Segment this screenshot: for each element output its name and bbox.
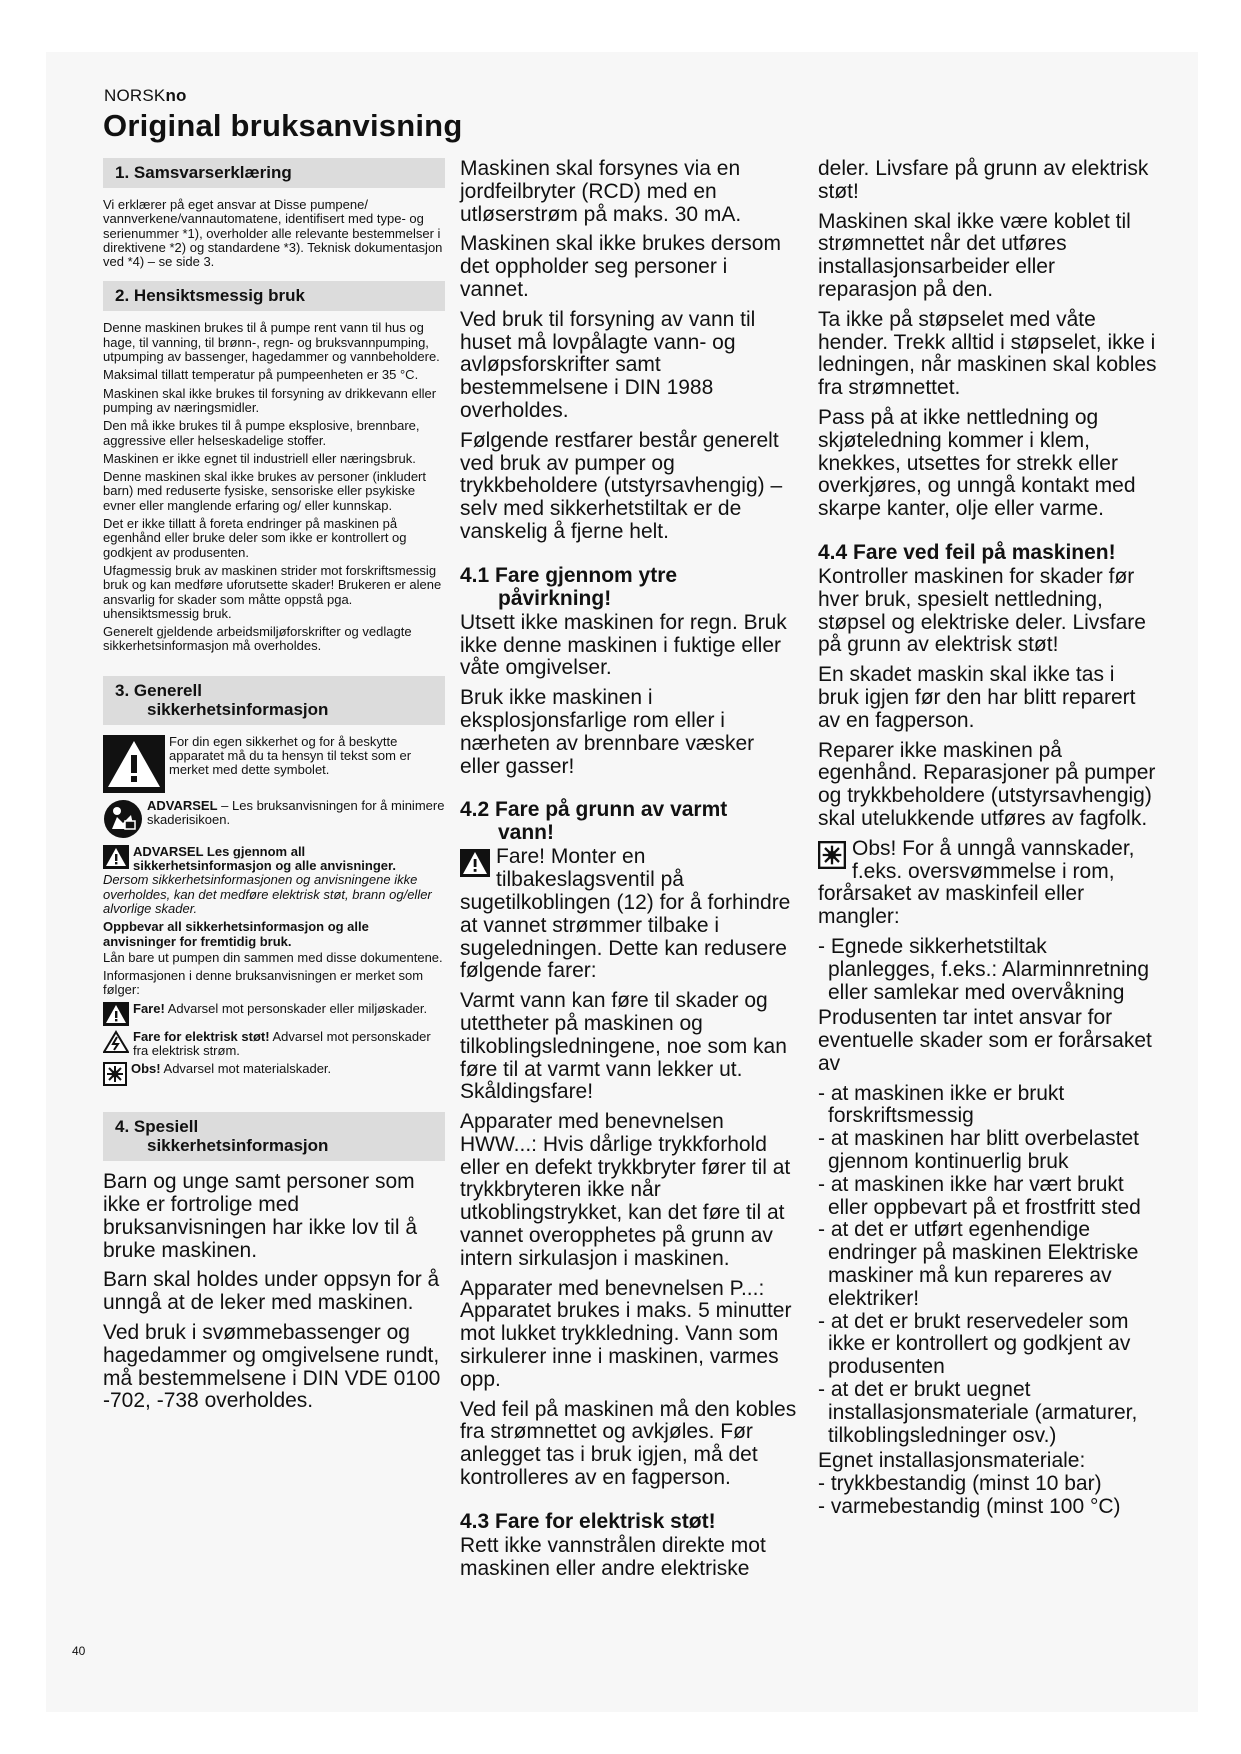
paragraph: Oppbevar all sikkerhetsinformasjon og alle anvisninger for fremtidig bruk. [103, 919, 369, 949]
paragraph: Apparater med benevnelsen P...: Apparatet brukes i maks. 5 minutter mot lukket trykkledning. Vann som sirkulerer inne i maskinen, varmes opp. [460, 1276, 792, 1391]
paragraph: Pass på at ikke nettledning og skjøteledning kommer i klem, knekkes, utsettes for strekk eller overkjøres, og unngå kontakt med skarpe kanter, olje eller varme. [818, 405, 1136, 521]
paragraph: Rett ikke vannstrålen direkte mot maskinen eller andre elektriske [460, 1533, 766, 1580]
list-item: - at maskinen har blitt overbelastet gjennom kontinuerlig bruk [818, 1127, 1139, 1174]
paragraph: Utsett ikke maskinen for regn. Bruk ikke denne maskinen i fuktige eller våte omgivelser. [460, 610, 787, 680]
paragraph: Fare! Monter en tilbakeslagsventil på sugetilkoblingen (12) for å forhindre at vannet strømmer tilbake i sugeledningen. Dette kan redusere følgende farer: [460, 845, 791, 983]
document-title: Original bruksanvisning [103, 108, 463, 143]
list-item: - Egnede sikkerhetstiltak planlegges, f.eks.: Alarminnretning eller samlekar med overvåkning [818, 934, 1150, 1004]
page-number: 40 [72, 1644, 86, 1658]
legend-obs-row [103, 1062, 445, 1086]
read-manual-row [103, 799, 445, 839]
column-right [818, 158, 1158, 1519]
paragraph: deler. Livsfare på grunn av elektrisk støt! [818, 157, 1149, 203]
list-item: - varmebestandig (minst 100 °C) [818, 1495, 1121, 1519]
paragraph: Varmt vann kan føre til skader og utettheter på maskinen og tilkoblingsledningene, noe som kan føre til at varmt vann lekker ut. Skåldingsfare! [460, 989, 787, 1104]
paragraph: Barn og unge samt personer som ikke er fortrolige med bruksanvisningen har ikke lov til å bruke maskinen. [103, 1170, 417, 1262]
paragraph: Ta ikke på støpselet med våte hender. Trekk alltid i støpselet, ikke i ledningen, når maskinen skal kobles fra strømnettet. [818, 307, 1157, 400]
paragraph: Denne maskinen brukes til å pumpe rent vann til hus og hage, til vanning, til brønn-, regn- og bruksvannpumping, utpumping av bassenger, hagedammer og vannbeholdere. [103, 320, 440, 365]
warning-read-all-block [103, 845, 445, 916]
heading-4-2: 4.2 Fare på grunn av varmt vann! [460, 798, 728, 845]
paragraph: Fare! Advarsel mot personskader eller miljøskader. [133, 1000, 428, 1016]
section-heading-2: 2. Hensiktsmessig bruk [103, 281, 445, 311]
paragraph: Reparer ikke maskinen på egenhånd. Reparasjoner på pumper og trykkbeholdere (utstyrsavhengig) skal utelukkende utføres av fagfolk. [818, 738, 1156, 830]
paragraph: Barn skal holdes under oppsyn for å unngå at de leker med maskinen. [103, 1268, 440, 1315]
paragraph: Maksimal tillatt temperatur på pumpeenheten er 35 °C. [103, 367, 419, 383]
paragraph: Egnet installasjonsmateriale: [818, 1449, 1086, 1473]
paragraph: ADVARSEL Les gjennom all sikkerhetsinformasjon og alle anvisninger. Dersom sikkerhetsinformasjonen og anvisningene ikke overholdes, kan det medføre elektrisk støt, brann og/eller alvorlige skader. [103, 843, 432, 916]
paragraph: Den må ikke brukes til å pumpe eksplosive, brennbare, aggressive eller helseskadelige stoffer. [103, 418, 420, 448]
language-label: NORSKno [104, 86, 187, 105]
section-heading-3: 3. Generell sikkerhetsinformasjon [103, 676, 445, 725]
declaration-text: Vi erklærer på eget ansvar at Disse pumpene/ vannverkene/vannautomatene, identifisert med type- og serienummer *1), overholder alle relevante bestemmelser i direktivene *2) og standardene *3). Teknisk dokumentasjon ved *4) – se side 3. [103, 197, 443, 270]
obs-warning-block [818, 838, 1158, 929]
paragraph: Obs! Advarsel mot materialskader. [131, 1061, 332, 1077]
list-item: - at det er brukt uegnet installasjonsmateriale (armaturer, tilkoblingsledninger osv.) [818, 1378, 1138, 1447]
paragraph: ADVARSEL – Les bruksanvisningen for å minimere skaderisikoen. [147, 797, 445, 828]
paragraph: Maskinen er ikke egnet til industriell eller næringsbruk. [103, 450, 416, 466]
paragraph: For din egen sikkerhet og for å beskytte apparatet må du ta hensyn til tekst som er merket med dette symbolet. [169, 733, 412, 778]
legend-fare-row [103, 1002, 445, 1026]
section-heading-4: 4. Spesiell sikkerhetsinformasjon [103, 1112, 445, 1161]
list-item: - at maskinen ikke har vært brukt eller oppbevart på et frostfritt sted [818, 1172, 1141, 1219]
paragraph: Følgende restfarer består generelt ved bruk av pumper og trykkbeholdere (utstyrsavhengig) – selv med sikkerhetstiltak er de vanskelig å fjerne helt. [460, 428, 783, 543]
paragraph: Ufagmessig bruk av maskinen strider mot forskriftsmessig bruk og kan medføre uforutsette skader! Brukeren er alene ansvarlig for skader som måtte oppstå pga. uhensiktsmessig bruk. [103, 562, 442, 621]
paragraph: Maskinen skal ikke være koblet til strømnettet når det utføres installasjonsarbeider eller reparasjon på den. [818, 209, 1131, 301]
read-manual-icon [103, 799, 143, 839]
heading-4-1: 4.1 Fare gjennom ytre påvirkning! [460, 563, 678, 610]
material-damage-icon [103, 1062, 127, 1086]
paragraph: Maskinen skal ikke brukes dersom det oppholder seg personer i vannet. [460, 232, 781, 301]
paragraph: Apparater med benevnelsen HWW...: Hvis dårlige trykkforhold eller en defekt trykkbryter fører til at trykkbryteren ikke når utkoblingstrykket, kan det føre til at vannet overopphetes på grunn av intern sirkulasjon i maskinen. [460, 1110, 791, 1270]
paragraph: En skadet maskin skal ikke tas i bruk igjen før den har blitt reparert av en fagperson. [818, 663, 1136, 732]
list-item: - at det er utført egenhendige endringer på maskinen Elektriske maskiner må kun repareres av elektriker! [818, 1218, 1139, 1310]
paragraph: Lån bare ut pumpen din sammen med disse dokumentene. [103, 949, 443, 965]
column-left [103, 158, 445, 1420]
warning-triangle-icon [460, 849, 490, 877]
paragraph: Denne maskinen skal ikke brukes av personer (inkludert barn) med reduserte fysiske, sensoriske eller psykiske evner eller manglende erfaring og/ eller kunnskap. [103, 469, 426, 513]
list-item: - at maskinen ikke er brukt forskriftsmessig [818, 1081, 1065, 1128]
paragraph: Maskinen skal forsynes via en jordfeilbryter (RCD) med en utløserstrøm på maks. 30 mA. [460, 157, 742, 226]
paragraph: Maskinen skal ikke brukes til forsyning av drikkevann eller pumping av næringsmidler. [103, 385, 437, 415]
paragraph: Obs! For å unngå vannskader, f.eks. oversvømmelse i rom, forårsaket av maskinfeil eller mangler: [818, 836, 1135, 929]
heading-4-3: 4.3 Fare for elektrisk støt! [460, 1509, 716, 1533]
paragraph: Ved bruk til forsyning av vann til huset må lovpålagte vann- og avløpsforskrifter samt bestemmelsene i DIN 1988 overholdes. [460, 307, 756, 422]
warning-triangle-icon [103, 1002, 129, 1026]
paragraph: Generelt gjeldende arbeidsmiljøforskrifter og vedlagte sikkerhetsinformasjon må overholdes. [103, 624, 412, 654]
paragraph: Ved feil på maskinen må den kobles fra strømnettet og avkjøles. Før anlegget tas i bruk igjen, må det kontrolleres av en fagperson. [460, 1397, 797, 1490]
list-item: - trykkbestandig (minst 10 bar) [818, 1472, 1102, 1496]
paragraph: Informasjonen i denne bruksanvisningen er merket som følger: [103, 968, 424, 998]
heading-4-4: 4.4 Fare ved feil på maskinen! [818, 540, 1116, 564]
paragraph: Kontroller maskinen for skader før hver bruk, spesielt nettledning, støpsel og elektriske deler. Livsfare på grunn av elektrisk støt! [818, 564, 1146, 657]
fare-warning-block [460, 846, 798, 983]
electric-shock-icon [103, 1030, 129, 1054]
paragraph: Bruk ikke maskinen i eksplosjonsfarlige rom eller i nærheten av brennbare væsker eller gasser! [460, 686, 755, 778]
list-item: - at det er brukt reservedeler som ikke er kontrollert og godkjent av produsenten [818, 1309, 1131, 1379]
warning-triangle-icon [103, 735, 165, 793]
paragraph: Fare for elektrisk støt! Advarsel mot personskader fra elektrisk strøm. [133, 1028, 431, 1058]
paragraph: Det er ikke tillatt å foreta endringer på maskinen på egenhånd eller bruke deler som ikke er kontrollert og godkjent av produsenten. [103, 516, 407, 560]
paragraph: Produsenten tar intet ansvar for eventuelle skader som er forårsaket av [818, 1006, 1152, 1075]
column-middle [460, 158, 798, 1587]
legend-electric-row [103, 1030, 445, 1059]
section-heading-1: 1. Samsvarserklæring [103, 158, 445, 188]
safety-symbol-row [103, 735, 445, 793]
paragraph: Ved bruk i svømmebassenger og hagedammer og omgivelsene rundt, må bestemmelsene i DIN VDE 0100 -702, -738 overholdes. [103, 1321, 441, 1413]
material-damage-icon [818, 841, 846, 869]
warning-triangle-icon [103, 845, 129, 869]
